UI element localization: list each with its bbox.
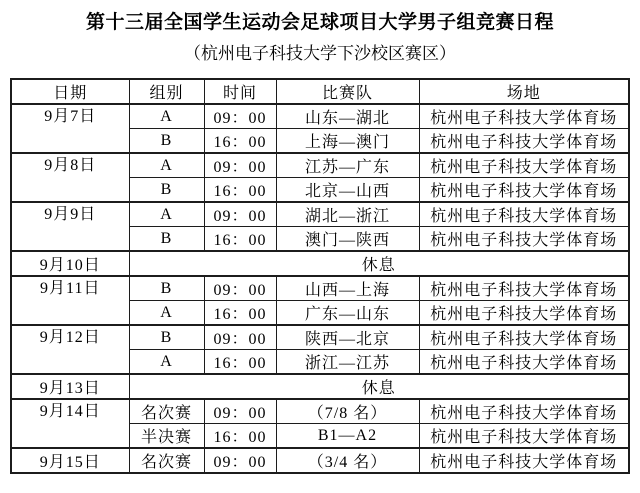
group-cell: 名次赛 bbox=[129, 399, 204, 424]
teams-cell: 澳门—陕西 bbox=[276, 227, 419, 252]
rest-row bbox=[11, 374, 629, 399]
teams-cell: 浙江—江苏 bbox=[276, 350, 419, 375]
time-cell: 16：00 bbox=[204, 350, 276, 375]
time-cell: 09：00 bbox=[204, 104, 276, 129]
venue-cell: 杭州电子科技大学体育场 bbox=[419, 202, 629, 227]
group-cell: A bbox=[129, 104, 204, 129]
time-cell: 09：00 bbox=[204, 276, 276, 301]
date-cell: 9月10日 bbox=[11, 251, 129, 276]
date-cell: 9月7日 bbox=[11, 104, 129, 153]
date-cell: 9月13日 bbox=[11, 374, 129, 399]
group-cell: A bbox=[129, 350, 204, 375]
date-cell: 9月8日 bbox=[11, 153, 129, 202]
teams-cell: 湖北—浙江 bbox=[276, 202, 419, 227]
page-subtitle: （杭州电子科技大学下沙校区赛区） bbox=[184, 44, 456, 63]
col-header-time: 时间 bbox=[204, 79, 276, 104]
rest-cell: 休息 bbox=[129, 251, 629, 276]
teams-cell: 江苏—广东 bbox=[276, 153, 419, 178]
venue-cell: 杭州电子科技大学体育场 bbox=[419, 276, 629, 301]
group-cell: B bbox=[129, 129, 204, 154]
table-row bbox=[11, 325, 629, 350]
table-row bbox=[11, 153, 629, 178]
time-cell: 09：00 bbox=[204, 399, 276, 424]
page-title: 第十三届全国学生运动会足球项目大学男子组竞赛日程 bbox=[85, 12, 554, 33]
col-header-teams: 比赛队 bbox=[276, 79, 419, 104]
teams-cell: B1—A2 bbox=[276, 424, 419, 449]
venue-cell: 杭州电子科技大学体育场 bbox=[419, 153, 629, 178]
date-cell: 9月9日 bbox=[11, 202, 129, 251]
group-cell: A bbox=[129, 202, 204, 227]
venue-cell: 杭州电子科技大学体育场 bbox=[419, 178, 629, 203]
venue-cell: 杭州电子科技大学体育场 bbox=[419, 129, 629, 154]
rest-row bbox=[11, 251, 629, 276]
time-cell: 16：00 bbox=[204, 227, 276, 252]
group-cell: A bbox=[129, 301, 204, 326]
teams-cell: 山东—湖北 bbox=[276, 104, 419, 129]
schedule-page bbox=[0, 13, 640, 474]
teams-cell: 上海—澳门 bbox=[276, 129, 419, 154]
venue-cell: 杭州电子科技大学体育场 bbox=[419, 104, 629, 129]
time-cell: 16：00 bbox=[204, 178, 276, 203]
date-cell: 9月15日 bbox=[11, 448, 129, 473]
schedule-table bbox=[10, 78, 630, 474]
group-cell: B bbox=[129, 276, 204, 301]
time-cell: 09：00 bbox=[204, 448, 276, 473]
venue-cell: 杭州电子科技大学体育场 bbox=[419, 424, 629, 449]
table-row bbox=[11, 104, 629, 129]
time-cell: 16：00 bbox=[204, 424, 276, 449]
venue-cell: 杭州电子科技大学体育场 bbox=[419, 325, 629, 350]
col-header-venue: 场地 bbox=[419, 79, 629, 104]
group-cell: B bbox=[129, 227, 204, 252]
group-cell: 半决赛 bbox=[129, 424, 204, 449]
time-cell: 16：00 bbox=[204, 301, 276, 326]
col-header-date: 日期 bbox=[11, 79, 129, 104]
date-cell: 9月11日 bbox=[11, 276, 129, 325]
teams-cell: 陕西—北京 bbox=[276, 325, 419, 350]
group-cell: A bbox=[129, 153, 204, 178]
time-cell: 09：00 bbox=[204, 325, 276, 350]
time-cell: 16：00 bbox=[204, 129, 276, 154]
teams-cell: 山西—上海 bbox=[276, 276, 419, 301]
teams-cell: 广东—山东 bbox=[276, 301, 419, 326]
venue-cell: 杭州电子科技大学体育场 bbox=[419, 301, 629, 326]
venue-cell: 杭州电子科技大学体育场 bbox=[419, 399, 629, 424]
teams-cell: 北京—山西 bbox=[276, 178, 419, 203]
teams-cell: （3/4 名） bbox=[276, 448, 419, 473]
group-cell: B bbox=[129, 325, 204, 350]
time-cell: 09：00 bbox=[204, 202, 276, 227]
rest-cell: 休息 bbox=[129, 374, 629, 399]
col-header-group: 组别 bbox=[129, 79, 204, 104]
venue-cell: 杭州电子科技大学体育场 bbox=[419, 227, 629, 252]
header-row bbox=[11, 79, 629, 104]
group-cell: B bbox=[129, 178, 204, 203]
date-cell: 9月12日 bbox=[11, 325, 129, 374]
table-row bbox=[11, 202, 629, 227]
table-row bbox=[11, 276, 629, 301]
table-row bbox=[11, 399, 629, 424]
group-cell: 名次赛 bbox=[129, 448, 204, 473]
teams-cell: （7/8 名） bbox=[276, 399, 419, 424]
venue-cell: 杭州电子科技大学体育场 bbox=[419, 350, 629, 375]
venue-cell: 杭州电子科技大学体育场 bbox=[419, 448, 629, 473]
date-cell: 9月14日 bbox=[11, 399, 129, 448]
table-row bbox=[11, 448, 629, 473]
time-cell: 09：00 bbox=[204, 153, 276, 178]
